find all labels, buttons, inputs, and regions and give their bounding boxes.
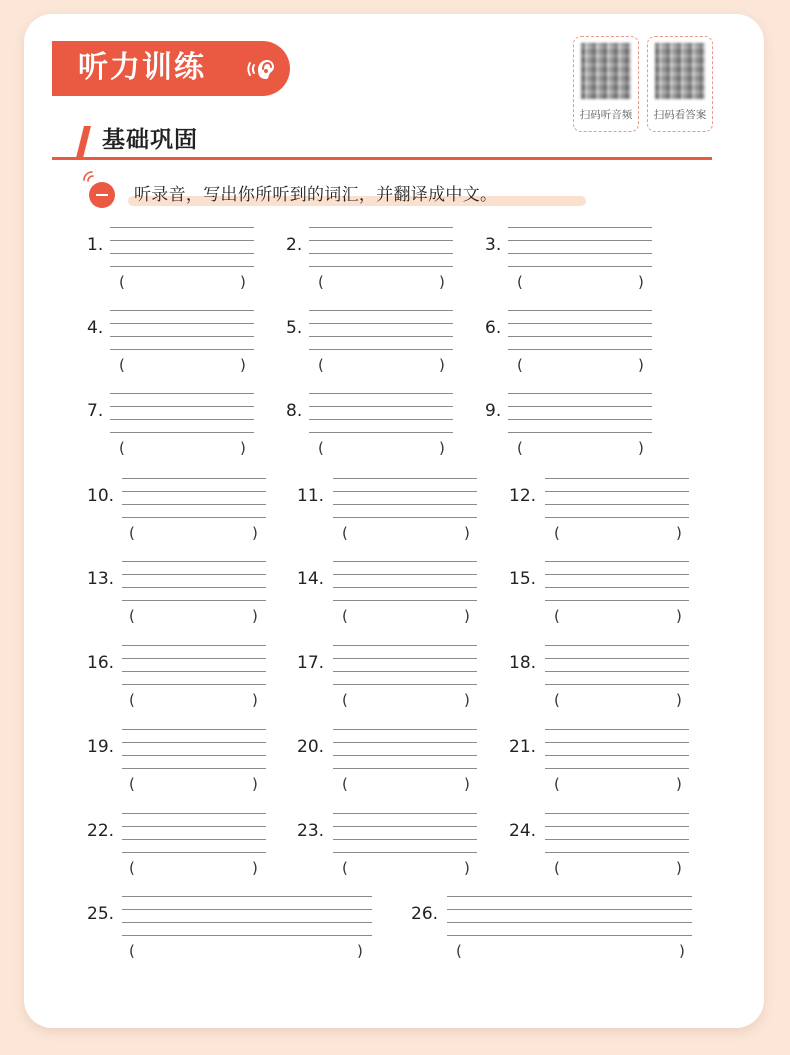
- translation-paren-open: (: [342, 691, 348, 709]
- writing-line: [333, 478, 477, 479]
- section-divider: [52, 157, 712, 160]
- writing-lines[interactable]: [545, 561, 689, 601]
- translation-paren-open: (: [119, 273, 125, 291]
- translation-paren-close: ): [676, 859, 682, 877]
- writing-lines[interactable]: [333, 561, 477, 601]
- writing-line: [122, 813, 266, 814]
- writing-line: [333, 729, 477, 730]
- answer-item: [286, 227, 453, 295]
- writing-line: [545, 645, 689, 646]
- answer-item: [87, 645, 266, 713]
- writing-line: [545, 684, 689, 685]
- item-number: 6.: [485, 318, 502, 338]
- writing-line: [333, 852, 477, 853]
- translation-paren-close: ): [679, 942, 685, 960]
- writing-line: [333, 574, 477, 575]
- writing-line: [545, 504, 689, 505]
- item-number: 25.: [87, 904, 115, 924]
- translation-paren-close: ): [676, 691, 682, 709]
- item-number: 22.: [87, 821, 115, 841]
- writing-line: [508, 406, 652, 407]
- writing-line: [545, 813, 689, 814]
- translation-paren-open: (: [554, 691, 560, 709]
- translation-paren-close: ): [252, 859, 258, 877]
- item-number: 21.: [509, 737, 537, 757]
- writing-line: [333, 768, 477, 769]
- writing-lines[interactable]: [508, 310, 652, 350]
- writing-line: [545, 768, 689, 769]
- item-number: 5.: [286, 318, 303, 338]
- writing-line: [309, 310, 453, 311]
- translation-paren-open: (: [554, 859, 560, 877]
- translation-paren-close: ): [638, 273, 644, 291]
- writing-line: [333, 504, 477, 505]
- writing-line: [122, 768, 266, 769]
- answer-item: [485, 227, 652, 295]
- translation-paren-open: (: [119, 356, 125, 374]
- item-number: 16.: [87, 653, 115, 673]
- writing-line: [122, 671, 266, 672]
- item-number: 8.: [286, 401, 303, 421]
- writing-line: [545, 729, 689, 730]
- writing-lines[interactable]: [309, 393, 453, 433]
- answer-item: [297, 645, 477, 713]
- writing-line: [508, 227, 652, 228]
- item-number: 12.: [509, 486, 537, 506]
- writing-line: [122, 935, 372, 936]
- writing-line: [447, 935, 692, 936]
- translation-paren-close: ): [252, 607, 258, 625]
- translation-paren-close: ): [676, 607, 682, 625]
- writing-line: [309, 266, 453, 267]
- translation-paren-open: (: [342, 524, 348, 542]
- writing-lines[interactable]: [508, 393, 652, 433]
- writing-line: [122, 600, 266, 601]
- writing-line: [333, 491, 477, 492]
- answer-item: [297, 561, 477, 629]
- translation-paren-open: (: [554, 775, 560, 793]
- answer-item: [509, 561, 689, 629]
- writing-line: [333, 561, 477, 562]
- item-number: 7.: [87, 401, 104, 421]
- item-number: 20.: [297, 737, 325, 757]
- answer-item: [87, 813, 266, 881]
- writing-line: [333, 587, 477, 588]
- writing-line: [122, 574, 266, 575]
- writing-line: [110, 349, 254, 350]
- answer-item: [286, 310, 453, 378]
- translation-paren-open: (: [342, 859, 348, 877]
- translation-paren-close: ): [252, 691, 258, 709]
- ear-sound-icon: [244, 53, 276, 85]
- translation-paren-close: ): [439, 273, 445, 291]
- item-number: 19.: [87, 737, 115, 757]
- translation-paren-close: ): [252, 775, 258, 793]
- section-title: 基础巩固: [102, 127, 198, 153]
- writing-line: [110, 406, 254, 407]
- writing-line: [122, 645, 266, 646]
- writing-line: [545, 491, 689, 492]
- translation-paren-close: ): [464, 607, 470, 625]
- translation-paren-open: (: [342, 775, 348, 793]
- writing-line: [545, 755, 689, 756]
- answer-item: [509, 478, 689, 546]
- writing-line: [122, 909, 372, 910]
- writing-line: [545, 671, 689, 672]
- writing-line: [545, 561, 689, 562]
- writing-line: [110, 336, 254, 337]
- answer-item: [87, 393, 254, 461]
- answer-item: [87, 896, 372, 964]
- writing-line: [333, 658, 477, 659]
- translation-paren-open: (: [119, 439, 125, 457]
- answer-item: [509, 813, 689, 881]
- writing-line: [508, 240, 652, 241]
- writing-lines[interactable]: [122, 645, 266, 685]
- writing-line: [122, 658, 266, 659]
- translation-paren-open: (: [318, 273, 324, 291]
- writing-line: [545, 517, 689, 518]
- writing-lines[interactable]: [110, 310, 254, 350]
- translation-paren-open: (: [517, 356, 523, 374]
- item-number: 15.: [509, 569, 537, 589]
- writing-line: [447, 909, 692, 910]
- writing-lines[interactable]: [333, 813, 477, 853]
- answer-item: [87, 227, 254, 295]
- writing-lines[interactable]: [122, 478, 266, 518]
- answer-item: [297, 729, 477, 797]
- item-number: 4.: [87, 318, 104, 338]
- translation-paren-open: (: [456, 942, 462, 960]
- writing-line: [508, 419, 652, 420]
- writing-line: [333, 517, 477, 518]
- translation-paren-open: (: [517, 439, 523, 457]
- qr-answer-box[interactable]: [647, 36, 713, 132]
- writing-line: [122, 755, 266, 756]
- writing-line: [110, 393, 254, 394]
- writing-line: [122, 839, 266, 840]
- translation-paren-open: (: [129, 691, 135, 709]
- writing-lines[interactable]: [447, 896, 692, 936]
- writing-line: [122, 922, 372, 923]
- translation-paren-open: (: [129, 524, 135, 542]
- qr-audio-box[interactable]: [573, 36, 639, 132]
- writing-line: [122, 478, 266, 479]
- writing-line: [508, 432, 652, 433]
- writing-line: [508, 323, 652, 324]
- item-number: 1.: [87, 235, 104, 255]
- question-badge-numeral: [96, 194, 108, 196]
- writing-line: [309, 419, 453, 420]
- translation-paren-close: ): [439, 439, 445, 457]
- translation-paren-open: (: [318, 439, 324, 457]
- writing-lines[interactable]: [122, 561, 266, 601]
- item-number: 26.: [411, 904, 439, 924]
- instruction-text: 听录音，写出你所听到的词汇，并翻译成中文。: [134, 185, 498, 205]
- item-number: 2.: [286, 235, 303, 255]
- writing-line: [545, 478, 689, 479]
- writing-line: [333, 742, 477, 743]
- writing-line: [110, 432, 254, 433]
- writing-line: [309, 227, 453, 228]
- item-number: 23.: [297, 821, 325, 841]
- item-number: 11.: [297, 486, 325, 506]
- writing-line: [545, 852, 689, 853]
- writing-line: [508, 310, 652, 311]
- translation-paren-close: ): [638, 356, 644, 374]
- writing-line: [309, 253, 453, 254]
- writing-lines[interactable]: [333, 729, 477, 769]
- writing-line: [309, 323, 453, 324]
- writing-line: [545, 658, 689, 659]
- writing-line: [545, 742, 689, 743]
- answer-item: [509, 645, 689, 713]
- writing-line: [110, 253, 254, 254]
- translation-paren-open: (: [342, 607, 348, 625]
- qr-answer-label: 扫码看答案: [653, 109, 707, 121]
- writing-line: [333, 684, 477, 685]
- writing-line: [309, 240, 453, 241]
- writing-line: [333, 645, 477, 646]
- writing-line: [508, 253, 652, 254]
- writing-line: [309, 349, 453, 350]
- answer-item: [87, 561, 266, 629]
- qr-audio-label: 扫码听音频: [579, 109, 633, 121]
- writing-line: [545, 574, 689, 575]
- writing-line: [333, 671, 477, 672]
- writing-line: [122, 852, 266, 853]
- answer-item: [87, 729, 266, 797]
- writing-line: [122, 729, 266, 730]
- writing-line: [333, 839, 477, 840]
- writing-line: [508, 266, 652, 267]
- writing-line: [508, 349, 652, 350]
- translation-paren-close: ): [676, 524, 682, 542]
- item-number: 18.: [509, 653, 537, 673]
- writing-line: [333, 755, 477, 756]
- item-number: 10.: [87, 486, 115, 506]
- writing-line: [122, 517, 266, 518]
- answer-item: [485, 310, 652, 378]
- writing-line: [110, 310, 254, 311]
- writing-line: [122, 587, 266, 588]
- writing-lines[interactable]: [110, 227, 254, 267]
- translation-paren-close: ): [464, 691, 470, 709]
- translation-paren-open: (: [129, 942, 135, 960]
- answer-item: [286, 393, 453, 461]
- translation-paren-open: (: [129, 775, 135, 793]
- translation-paren-open: (: [554, 524, 560, 542]
- writing-line: [333, 826, 477, 827]
- writing-lines[interactable]: [309, 227, 453, 267]
- writing-line: [110, 266, 254, 267]
- writing-lines[interactable]: [545, 813, 689, 853]
- writing-line: [309, 336, 453, 337]
- translation-paren-close: ): [464, 775, 470, 793]
- writing-lines[interactable]: [545, 478, 689, 518]
- translation-paren-close: ): [464, 524, 470, 542]
- item-number: 3.: [485, 235, 502, 255]
- writing-lines[interactable]: [545, 645, 689, 685]
- writing-lines[interactable]: [333, 478, 477, 518]
- writing-line: [110, 419, 254, 420]
- writing-line: [508, 393, 652, 394]
- writing-line: [122, 896, 372, 897]
- writing-line: [122, 491, 266, 492]
- item-number: 13.: [87, 569, 115, 589]
- translation-paren-close: ): [240, 273, 246, 291]
- translation-paren-close: ): [357, 942, 363, 960]
- writing-line: [333, 600, 477, 601]
- writing-lines[interactable]: [122, 896, 372, 936]
- translation-paren-open: (: [554, 607, 560, 625]
- writing-line: [545, 587, 689, 588]
- answer-item: [411, 896, 692, 964]
- translation-paren-close: ): [252, 524, 258, 542]
- item-number: 24.: [509, 821, 537, 841]
- writing-line: [122, 504, 266, 505]
- qr-code-icon[interactable]: [655, 43, 705, 99]
- answer-item: [485, 393, 652, 461]
- writing-line: [110, 323, 254, 324]
- writing-lines[interactable]: [110, 393, 254, 433]
- answer-item: [87, 478, 266, 546]
- qr-code-icon[interactable]: [581, 43, 631, 99]
- writing-line: [122, 561, 266, 562]
- item-number: 9.: [485, 401, 502, 421]
- writing-line: [508, 336, 652, 337]
- writing-lines[interactable]: [545, 729, 689, 769]
- answer-item: [509, 729, 689, 797]
- writing-line: [122, 742, 266, 743]
- writing-line: [333, 813, 477, 814]
- translation-paren-close: ): [240, 439, 246, 457]
- writing-lines[interactable]: [122, 813, 266, 853]
- writing-lines[interactable]: [333, 645, 477, 685]
- writing-line: [545, 839, 689, 840]
- translation-paren-open: (: [517, 273, 523, 291]
- answer-item: [297, 813, 477, 881]
- banner-title: 听力训练: [78, 50, 206, 85]
- answer-item: [297, 478, 477, 546]
- translation-paren-close: ): [439, 356, 445, 374]
- answer-item: [87, 310, 254, 378]
- translation-paren-close: ): [638, 439, 644, 457]
- writing-line: [110, 227, 254, 228]
- item-number: 17.: [297, 653, 325, 673]
- translation-paren-open: (: [129, 607, 135, 625]
- writing-line: [122, 826, 266, 827]
- writing-line: [545, 826, 689, 827]
- writing-lines[interactable]: [122, 729, 266, 769]
- writing-lines[interactable]: [508, 227, 652, 267]
- writing-line: [309, 432, 453, 433]
- writing-line: [309, 393, 453, 394]
- writing-line: [309, 406, 453, 407]
- translation-paren-close: ): [676, 775, 682, 793]
- writing-line: [447, 922, 692, 923]
- translation-paren-open: (: [129, 859, 135, 877]
- writing-line: [447, 896, 692, 897]
- item-number: 14.: [297, 569, 325, 589]
- writing-lines[interactable]: [309, 310, 453, 350]
- writing-line: [122, 684, 266, 685]
- writing-line: [545, 600, 689, 601]
- translation-paren-close: ): [240, 356, 246, 374]
- translation-paren-open: (: [318, 356, 324, 374]
- writing-line: [110, 240, 254, 241]
- translation-paren-close: ): [464, 859, 470, 877]
